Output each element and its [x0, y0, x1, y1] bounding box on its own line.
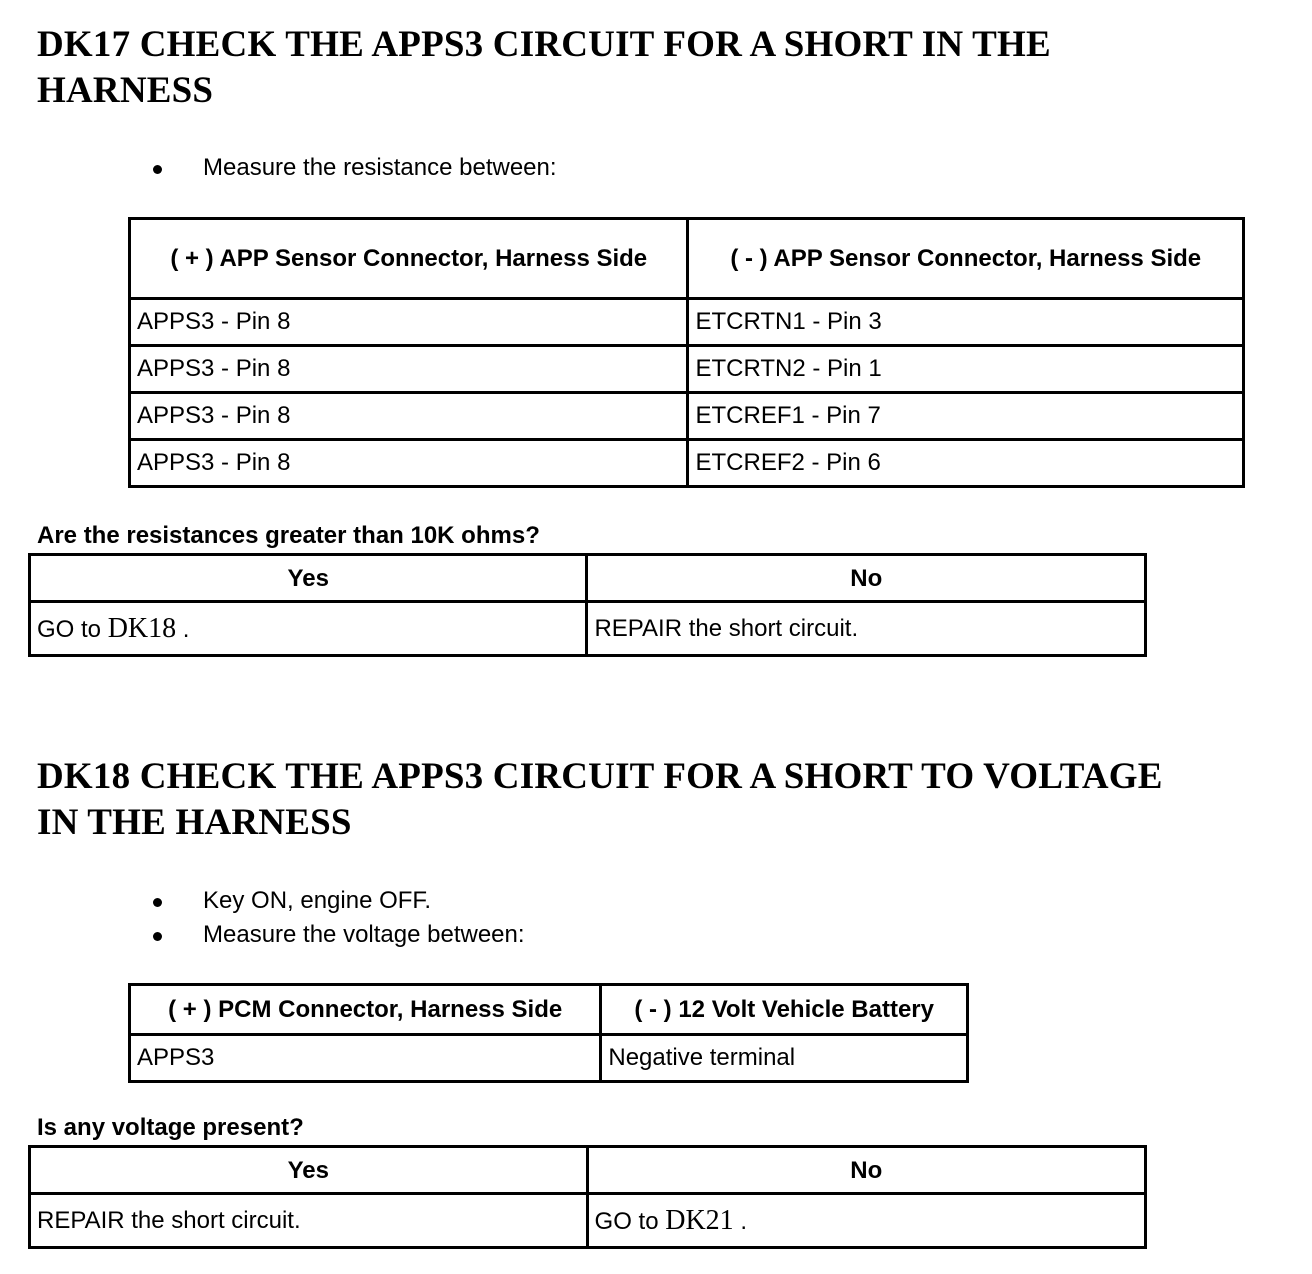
dk17-heading-line2: HARNESS: [37, 70, 214, 111]
table-row: [130, 1035, 968, 1082]
dk17-question: Are the resistances greater than 10K ohms?: [37, 522, 540, 549]
answer-row: [30, 1194, 1146, 1248]
table-cell: APPS3 - Pin 8: [130, 299, 688, 346]
dk18-answer-table: [28, 1145, 1147, 1249]
no-action-cell: [587, 1194, 1145, 1248]
table-row: [130, 299, 1244, 346]
dk18-bullet-item: Measure the voltage between:: [150, 918, 525, 952]
dk17-bullet-item: Measure the resistance between:: [150, 151, 557, 185]
dk18-heading: [37, 754, 1163, 846]
no-action-cell: REPAIR the short circuit.: [587, 602, 1146, 656]
no-header: No: [587, 555, 1146, 602]
dk18-bullet-item: Key ON, engine OFF.: [150, 884, 525, 918]
table-row: [130, 440, 1244, 487]
table-header-row: [130, 219, 1244, 299]
yes-header: Yes: [30, 555, 587, 602]
dk17-heading-line1: DK17 CHECK THE APPS3 CIRCUIT FOR A SHORT IN THE: [37, 24, 1051, 65]
answer-header-row: [30, 555, 1146, 602]
dk17-bullet-list: [150, 151, 557, 185]
goto-dk21-link[interactable]: DK21: [665, 1204, 734, 1236]
table-row: [130, 346, 1244, 393]
table-cell: ETCREF1 - Pin 7: [688, 393, 1244, 440]
table-cell: Negative terminal: [601, 1035, 968, 1082]
answer-header-row: [30, 1147, 1146, 1194]
table-header-cell: ( - ) APP Sensor Connector, Harness Side: [688, 219, 1244, 299]
yes-action-prefix: GO to: [37, 615, 108, 643]
dk18-question: Is any voltage present?: [37, 1114, 304, 1141]
table-cell: ETCREF2 - Pin 6: [688, 440, 1244, 487]
table-header-cell: ( - ) 12 Volt Vehicle Battery: [601, 985, 968, 1035]
yes-action-suffix: .: [176, 615, 190, 643]
table-header-cell: ( + ) PCM Connector, Harness Side: [130, 985, 601, 1035]
table-cell: APPS3 - Pin 8: [130, 393, 688, 440]
table-cell: ETCRTN1 - Pin 3: [688, 299, 1244, 346]
yes-header: Yes: [30, 1147, 588, 1194]
no-action-suffix: .: [733, 1207, 748, 1235]
dk18-bullet-list: [150, 884, 525, 952]
no-action-prefix: GO to: [594, 1207, 666, 1235]
table-header-cell: ( + ) APP Sensor Connector, Harness Side: [130, 219, 688, 299]
dk17-measurement-table: [128, 217, 1245, 488]
table-header-row: [130, 985, 968, 1035]
table-cell: APPS3 - Pin 8: [130, 440, 688, 487]
no-header: No: [587, 1147, 1145, 1194]
table-cell: APPS3 - Pin 8: [130, 346, 688, 393]
goto-dk18-link[interactable]: DK18: [107, 612, 177, 644]
yes-action-cell: REPAIR the short circuit.: [30, 1194, 588, 1248]
yes-action-cell: [30, 602, 587, 656]
dk17-heading: [37, 22, 1051, 114]
table-cell: APPS3: [130, 1035, 601, 1082]
dk18-heading-line1: DK18 CHECK THE APPS3 CIRCUIT FOR A SHORT TO VOLTAGE: [37, 756, 1163, 797]
dk18-measurement-table: [128, 983, 969, 1083]
dk18-heading-line2: IN THE HARNESS: [37, 802, 352, 843]
table-row: [130, 393, 1244, 440]
answer-row: [30, 602, 1146, 656]
table-cell: ETCRTN2 - Pin 1: [688, 346, 1244, 393]
dk17-answer-table: [28, 553, 1147, 657]
